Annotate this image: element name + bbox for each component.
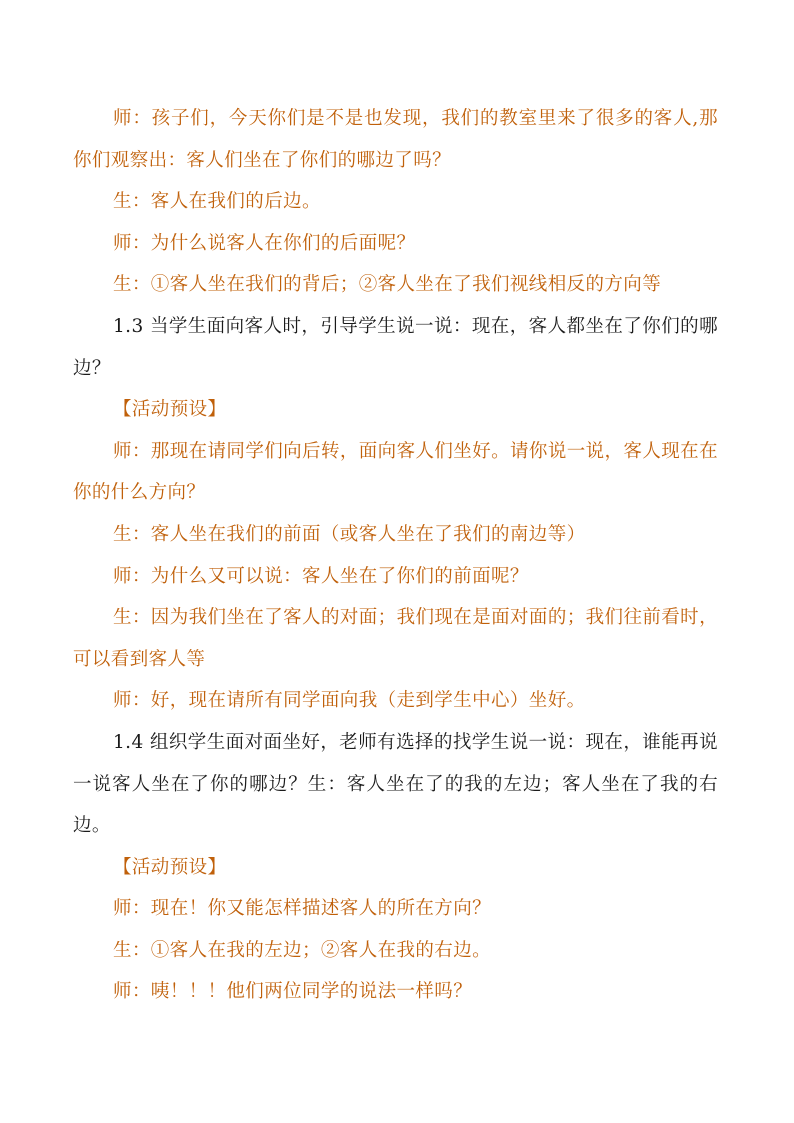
dialogue-paragraph: 师：好，现在请所有同学面向我（走到学生中心）坐好。 bbox=[113, 690, 586, 712]
document-body bbox=[73, 98, 718, 1013]
body-paragraph: 1.3 当学生面向客人时，引导学生说一说：现在，客人都坐在了你们的哪边？ bbox=[73, 315, 718, 379]
dialogue-paragraph: 生：①客人坐在我们的背后；②客人坐在了我们视线相反的方向等 bbox=[113, 274, 662, 296]
body-paragraph: 1.4 组织学生面对面坐好，老师有选择的找学生说一说：现在，谁能再说一说客人坐在了你的哪边？生：客人坐在了的我的左边；客人坐在了我的右边。 bbox=[73, 731, 718, 837]
section-heading: 【活动预设】 bbox=[113, 399, 227, 421]
dialogue-paragraph: 师：为什么又可以说：客人坐在了你们的前面呢？ bbox=[113, 565, 529, 587]
dialogue-paragraph: 生：客人在我们的后边。 bbox=[113, 191, 321, 213]
dialogue-paragraph: 生：因为我们坐在了客人的对面；我们现在是面对面的；我们往前看时，可以看到客人等 bbox=[73, 607, 718, 670]
dialogue-paragraph: 师：为什么说客人在你们的后面呢？ bbox=[113, 232, 416, 254]
dialogue-paragraph: 师：孩子们，今天你们是不是也发现，我们的教室里来了很多的客人,那你们观察出：客人们坐在了你们的哪边了吗？ bbox=[73, 108, 718, 171]
dialogue-paragraph: 生：客人坐在我们的前面（或客人坐在了我们的南边等） bbox=[113, 523, 586, 545]
dialogue-paragraph: 师：那现在请同学们向后转，面向客人们坐好。请你说一说，客人现在在你的什么方向？ bbox=[73, 440, 718, 504]
dialogue-paragraph: 师：咦！！！他们两位同学的说法一样吗？ bbox=[113, 981, 473, 1003]
dialogue-paragraph: 师：现在！你又能怎样描述客人的所在方向？ bbox=[113, 898, 492, 920]
section-heading: 【活动预设】 bbox=[113, 856, 227, 878]
dialogue-paragraph: 生：①客人在我的左边；②客人在我的右边。 bbox=[113, 939, 492, 961]
